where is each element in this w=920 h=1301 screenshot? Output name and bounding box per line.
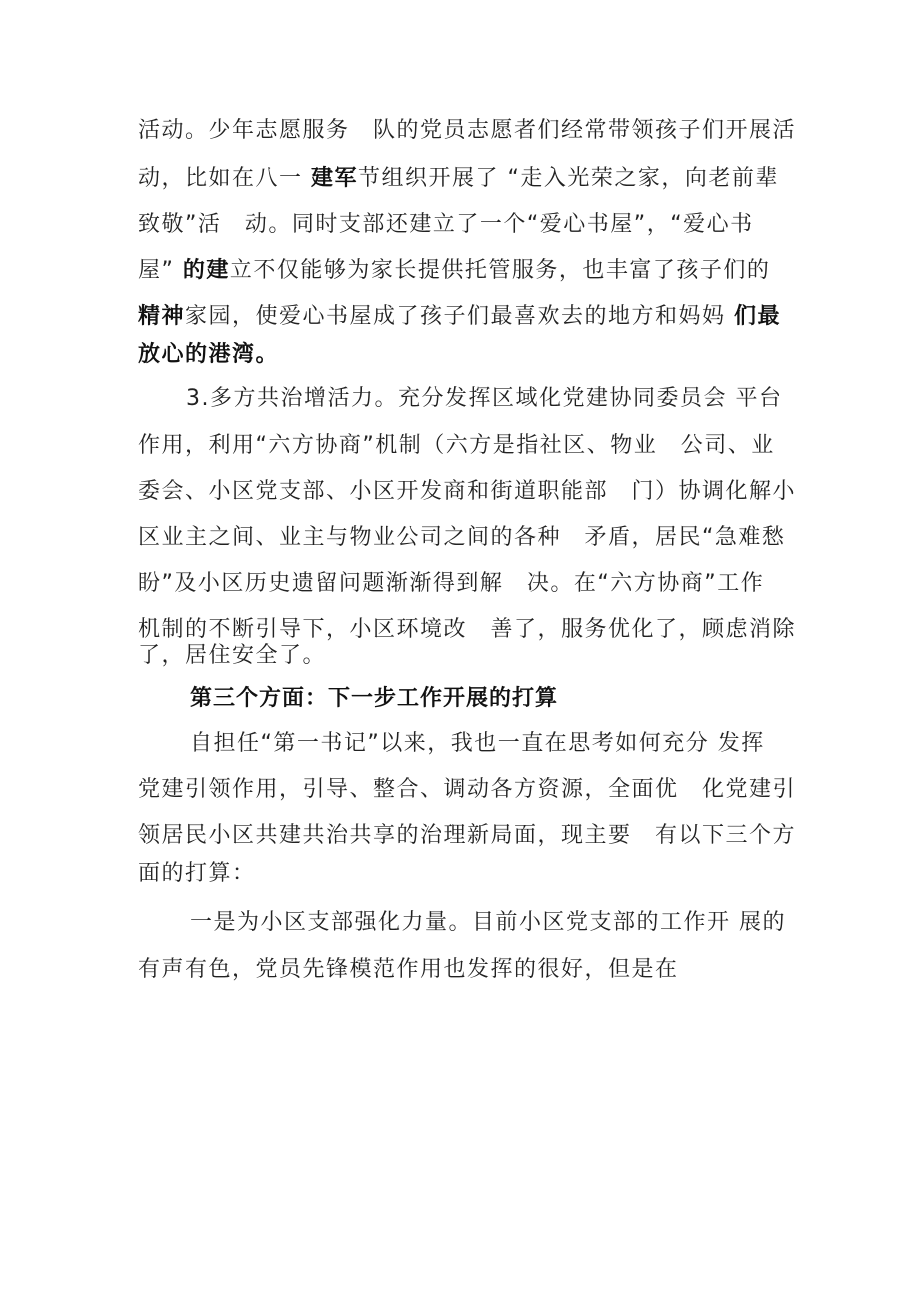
text-run: 立不仅能够为家长提供托管服务，也丰富了孩子们的 <box>229 258 771 283</box>
paragraph-1-line-5 <box>138 302 788 332</box>
paragraph-2-line-6: 机制的不断引导下，小区环境改 善了，服务优化了，顾虑消除 <box>138 617 797 642</box>
paragraph-3-line-3: 领居民小区共建共治共享的治理新局面，现主要 有以下三个方 <box>138 823 797 848</box>
paragraph-4-line-1: 一是为小区支部强化力量。目前小区党支部的工作开 展的 <box>190 910 786 935</box>
paragraph-2-line-2: 作用，利用“六方协商”机制（六方是指社区、物业 公司、业 <box>138 433 775 458</box>
paragraph-1-line-1: 活动。少年志愿服务 队的党员志愿者们经常带领孩子们开展活 <box>138 118 797 143</box>
bold-text-run: 的建 <box>182 258 230 283</box>
bold-text-run: 精神 <box>138 304 186 329</box>
paragraph-2-line-4: 区业主之间、业主与物业公司之间的各种 矛盾，居民“急难愁 <box>138 525 786 550</box>
paragraph-3-line-2: 党建引领作用，引导、整合、调动各方资源，全面优 化党建引 <box>138 777 797 802</box>
bold-text-run: 们最 <box>734 304 782 329</box>
paragraph-4-line-2: 有声有色，党员先锋模范作用也发挥的很好，但是在 <box>138 957 679 982</box>
paragraph-3-line-4: 面的打算： <box>138 861 256 886</box>
paragraph-1-line-6: 放心的港湾。 <box>138 342 280 367</box>
text-run: 节组织开展了 “走入光荣之家，向老前辈 <box>358 166 779 191</box>
paragraph-1-line-3: 致敬”活 动。同时支部还建立了一个“爱心书屋”，“爱心书 <box>138 212 754 237</box>
paragraph-2-line-5: 盼”及小区历史遗留问题渐渐得到解 决。在“六方协商”工作 <box>138 571 765 596</box>
paragraph-1-line-4 <box>138 256 788 286</box>
paragraph-1-line-2 <box>138 164 788 194</box>
section-heading: 第三个方面：下一步工作开展的打算 <box>190 686 559 711</box>
text-run: 家园，使爱心书屋成了孩子们最喜欢去的地方和妈妈 <box>185 304 726 329</box>
text-run: 屋” <box>138 258 175 283</box>
paragraph-2-line-7: 了，居住安全了。 <box>138 643 327 668</box>
paragraph-2-line-1: 3.多方共治增活力。充分发挥区域化党建协同委员会 平台 <box>186 386 783 411</box>
text-run: 动，比如在八一 <box>138 166 303 191</box>
bold-text-run: 建军 <box>311 166 359 191</box>
paragraph-3-line-1: 自担任“第一书记”以来，我也一直在思考如何充分 发挥 <box>190 731 765 756</box>
paragraph-2-line-3: 委会、小区党支部、小区开发商和街道职能部 门）协调化解小 <box>138 479 797 504</box>
